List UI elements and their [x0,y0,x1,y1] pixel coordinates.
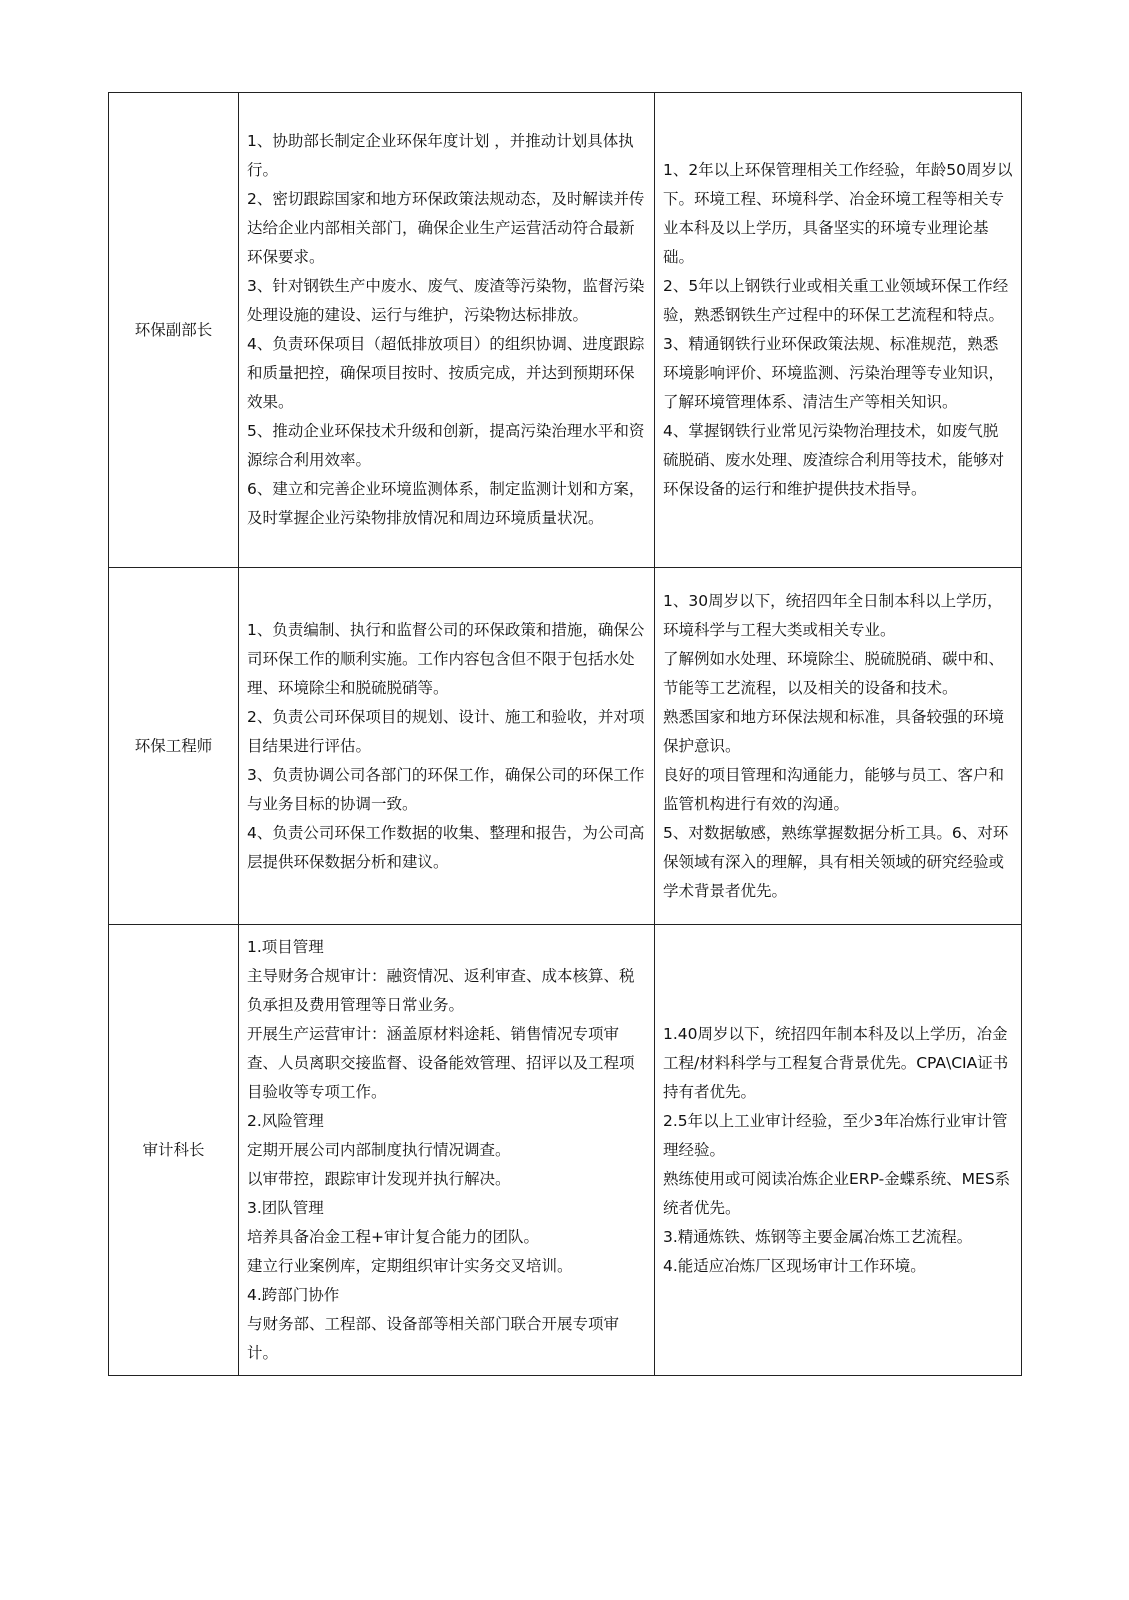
table-row [109,925,1022,1376]
requirement-item: 1、2年以上环保管理相关工作经验，年龄50周岁以下。环境工程、环境科学、冶金环境工程等相关专业本科及以上学历，具备坚实的环境专业理论基础。 [663,161,1013,266]
duties-cell [239,93,655,568]
duty-item: 3、针对钢铁生产中废水、废气、废渣等污染物，监督污染处理设施的建设、运行与维护，污染物达标排放。 [247,277,645,324]
job-title-cell: 环保工程师 [109,568,239,925]
requirement-item: 2.5年以上工业审计经验，至少3年冶炼行业审计管理经验。 [663,1111,1008,1159]
requirement-item: 4、掌握钢铁行业常见污染物治理技术，如废气脱硫脱硝、废水处理、废渣综合利用等技术，能够对环保设备的运行和维护提供技术指导。 [663,422,1005,498]
requirement-item: 1.40周岁以下，统招四年制本科及以上学历，冶金工程/材料科学与工程复合背景优先。CPA\CIA证书持有者优先。 [663,1024,1009,1101]
requirement-item: 3、精通钢铁行业环保政策法规、标准规范，熟悉环境影响评价、环境监测、污染治理等专业知识，了解环境管理体系、清洁生产等相关知识。 [663,335,1005,411]
requirement-item: 熟悉国家和地方环保法规和标准，具备较强的环境保护意识。 [663,707,1005,755]
duty-item: 2.风险管理 [247,1111,324,1130]
duty-item: 培养具备冶金工程+审计复合能力的团队。 [247,1227,539,1246]
duty-item: 3、负责协调公司各部门的环保工作，确保公司的环保工作与业务目标的协调一致。 [247,765,645,813]
duty-item: 4.跨部门协作 [247,1285,340,1304]
duty-item: 定期开展公司内部制度执行情况调查。 [247,1140,511,1159]
duty-item: 2、密切跟踪国家和地方环保政策法规动态，及时解读并传达给企业内部相关部门，确保企业生产运营活动符合最新环保要求。 [247,190,645,266]
requirement-item: 3.精通炼铁、炼钢等主要金属冶炼工艺流程。 [663,1227,973,1246]
job-title-cell: 环保副部长 [109,93,239,568]
table-row [109,568,1022,925]
requirement-item: 熟练使用或可阅读冶炼企业ERP-金蝶系统、MES系统者优先。 [663,1169,1011,1217]
duty-item: 主导财务合规审计：融资情况、返利审查、成本核算、税负承担及费用管理等日常业务。 [247,966,635,1014]
duty-item: 与财务部、工程部、设备部等相关部门联合开展专项审计。 [247,1314,620,1362]
duty-item: 1、协助部长制定企业环保年度计划 ，并推动计划具体执行。 [247,132,634,179]
duty-item: 开展生产运营审计：涵盖原材料途耗、销售情况专项审查、人员离职交接监督、设备能效管理、招评以及工程项目验收等专项工作。 [247,1024,635,1101]
table-row [109,93,1022,568]
requirements-cell [655,925,1022,1376]
duty-item: 4、负责环保项目（超低排放项目）的组织协调、进度跟踪和质量把控，确保项目按时、按质完成，并达到预期环保效果。 [247,335,645,411]
job-title-cell: 审计科长 [109,925,239,1376]
duty-item: 4、负责公司环保工作数据的收集、整理和报告，为公司高层提供环保数据分析和建议。 [247,823,645,871]
duty-item: 1.项目管理 [247,937,324,956]
requirement-item: 5、对数据敏感，熟练掌握数据分析工具。6、对环保领域有深入的理解，具有相关领域的研究经验或学术背景者优先。 [663,823,1009,900]
duty-item: 2、负责公司环保项目的规划、设计、施工和验收，并对项目结果进行评估。 [247,707,645,755]
duty-item: 以审带控，跟踪审计发现并执行解决。 [247,1169,511,1188]
duty-item: 6、建立和完善企业环境监测体系，制定监测计划和方案，及时掌握企业污染物排放情况和周边环境质量状况。 [247,480,645,527]
duty-item: 建立行业案例库，定期组织审计实务交叉培训。 [247,1256,573,1275]
duty-item: 3.团队管理 [247,1198,324,1217]
requirements-cell [655,93,1022,568]
duties-cell [239,568,655,925]
duties-cell [239,925,655,1376]
requirement-item: 4.能适应冶炼厂区现场审计工作环境。 [663,1256,926,1275]
requirements-cell [655,568,1022,925]
job-table [108,92,1022,1376]
requirement-item: 了解例如水处理、环境除尘、脱硫脱硝、碳中和、节能等工艺流程，以及相关的设备和技术。 [663,649,1005,697]
requirement-item: 良好的项目管理和沟通能力，能够与员工、客户和监管机构进行有效的沟通。 [663,765,1005,813]
duty-item: 1、负责编制、执行和监督公司的环保政策和措施，确保公司环保工作的顺利实施。工作内容包含但不限于包括水处理、环境除尘和脱硫脱硝等。 [247,620,645,697]
duty-item: 5、推动企业环保技术升级和创新，提高污染治理水平和资源综合利用效率。 [247,422,645,469]
requirement-item: 1、30周岁以下，统招四年全日制本科以上学历，环境科学与工程大类或相关专业。 [663,591,1003,639]
requirement-item: 2、5年以上钢铁行业或相关重工业领域环保工作经验，熟悉钢铁生产过程中的环保工艺流程和特点。 [663,277,1009,324]
